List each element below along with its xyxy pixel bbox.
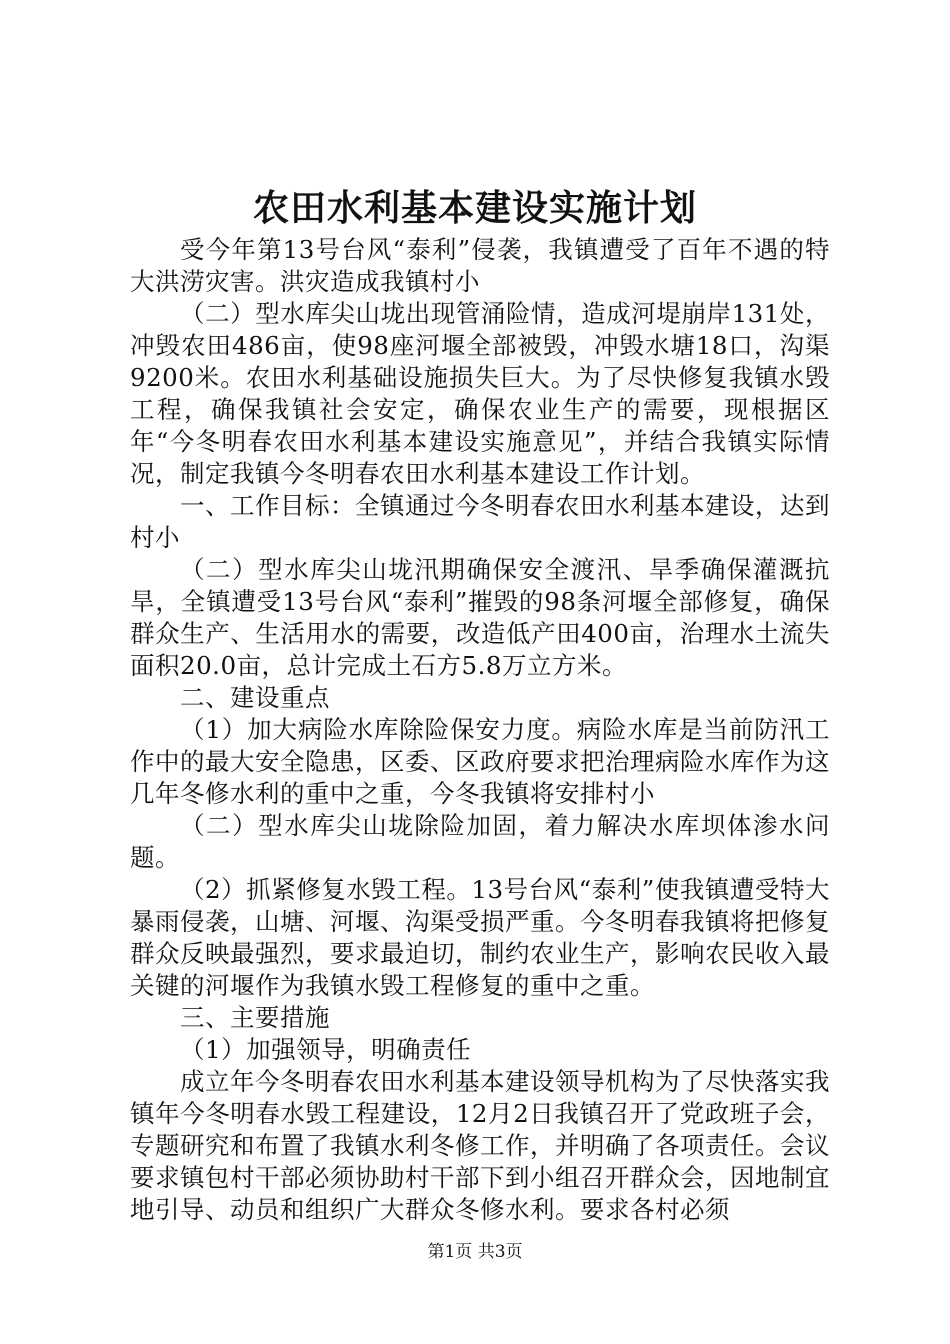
paragraph: （二）型水库尖山垅出现管涌险情，造成河堤崩岸131处，冲毁农田486亩，使98座河堰全部被毁，冲毁水塘18口，沟渠9200米。农田水利基础设施损失巨大。为了尽快修复我镇水毁工程，确保我镇社会安定，确保农业生产的需要，现根据区年“今冬明春农田水利基本建设实施意见”，并结合我镇实际情况，制定我镇今冬明春农田水利基本建设工作计划。 (130, 299, 830, 488)
paragraph: 成立年今冬明春农田水利基本建设领导机构为了尽快落实我镇年今冬明春水毁工程建设，12月2日我镇召开了党政班子会，专题研究和布置了我镇水利冬修工作，并明确了各项责任。会议要求镇包村干部必须协助村干部下到小组召开群众会，因地制宜地引导、动员和组织广大群众冬修水利。要求各村必须 (130, 1067, 830, 1224)
section-heading: 三、主要措施 (180, 1003, 330, 1032)
page-footer: 第1页 共3页 (427, 1242, 523, 1262)
subsection-heading: （1）加强领导，明确责任 (180, 1035, 472, 1064)
document-title: 农田水利基本建设实施计划 (252, 187, 697, 229)
paragraph: （1）加大病险水库除险保安力度。病险水库是当前防汛工作中的最大安全隐患，区委、区政府要求把治理病险水库作为这几年冬修水利的重中之重，今冬我镇将安排村小 (130, 715, 830, 808)
paragraph: （二）型水库尖山垅除险加固，着力解决水库坝体渗水问题。 (130, 811, 830, 872)
paragraph: （二）型水库尖山垅汛期确保安全渡汛、旱季确保灌溉抗旱，全镇遭受13号台风“泰利”摧毁的98条河堰全部修复，确保群众生产、生活用水的需要，改造低产田400亩，治理水土流失面积20.0亩，总计完成土石方5.8万立方米。 (130, 555, 830, 680)
paragraph: （2）抓紧修复水毁工程。13号台风“泰利”使我镇遭受特大暴雨侵袭，山塘、河堰、沟渠受损严重。今冬明春我镇将把修复群众反映最强烈，要求最迫切，制约农业生产，影响农民收入最关键的河堰作为我镇水毁工程修复的重中之重。 (130, 875, 830, 1000)
paragraph: 受今年第13号台风“泰利”侵袭，我镇遭受了百年不遇的特大洪涝灾害。洪灾造成我镇村小 (130, 235, 830, 296)
document-body (130, 234, 830, 1226)
section-heading: 二、建设重点 (180, 683, 330, 712)
paragraph: 一、工作目标：全镇通过今冬明春农田水利基本建设，达到村小 (130, 491, 830, 552)
